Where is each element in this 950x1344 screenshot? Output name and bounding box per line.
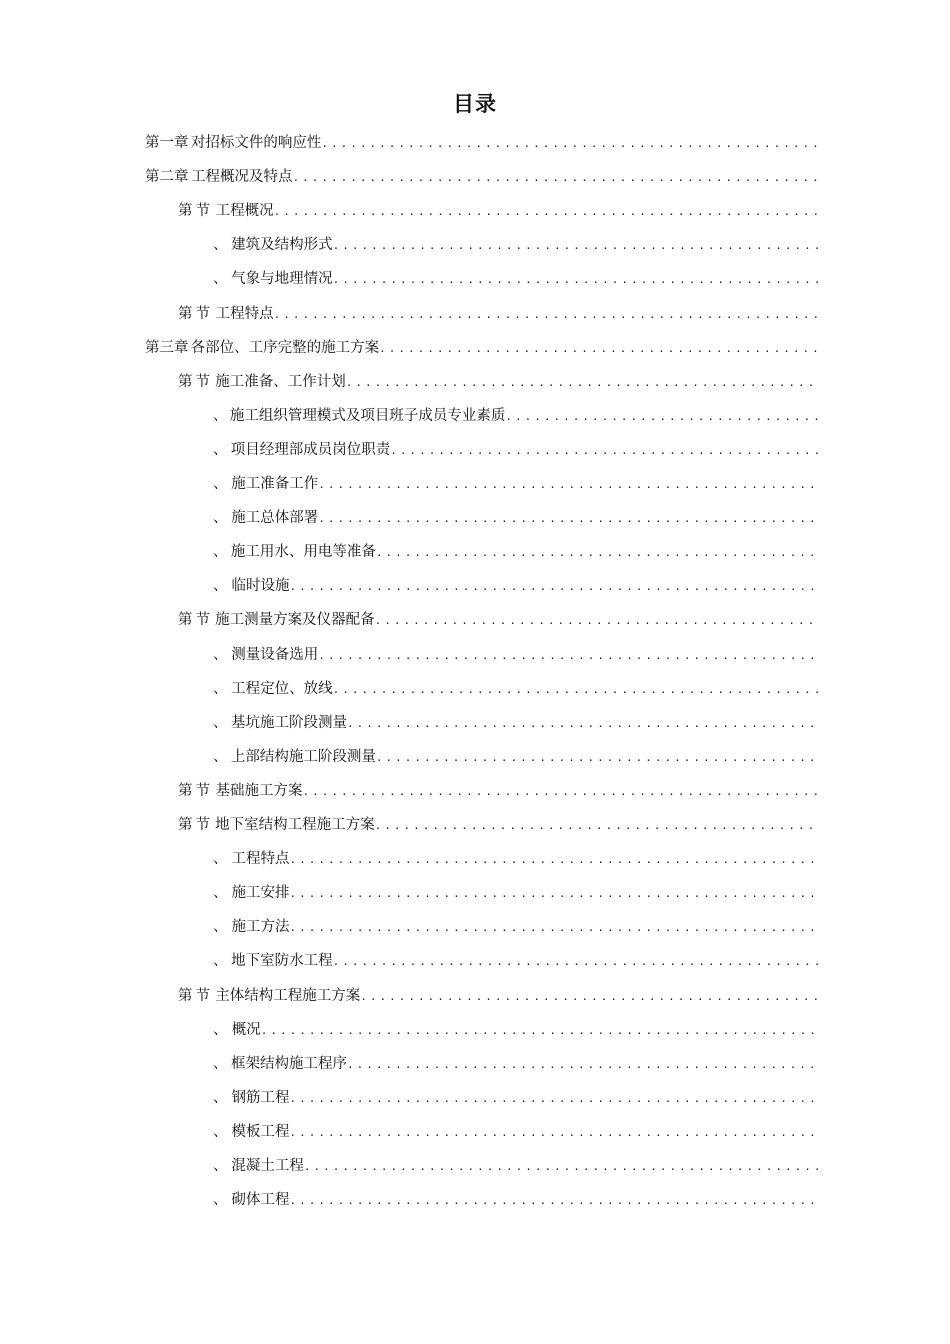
toc-entry-title: 基础施工方案 — [215, 782, 303, 799]
toc-entry[interactable] — [178, 603, 818, 637]
dot-leader — [379, 332, 818, 366]
dot-leader — [318, 468, 818, 502]
toc-entry-prefix: 、 — [213, 851, 228, 868]
dot-leader — [289, 570, 818, 604]
toc-entry[interactable] — [213, 228, 818, 262]
toc-entry-title: 工程特点 — [231, 851, 290, 868]
toc-entry[interactable] — [145, 331, 818, 365]
toc-entry-title: 钢筋工程 — [231, 1089, 290, 1106]
toc-entry-prefix: 、 — [213, 271, 228, 288]
toc-entry[interactable] — [178, 979, 818, 1013]
toc-entry-title: 测量设备选用 — [231, 646, 319, 663]
toc-entry[interactable] — [213, 262, 818, 296]
toc-entry[interactable] — [213, 740, 818, 774]
dot-leader — [289, 843, 818, 877]
toc-entry-title: 施工准备、工作计划 — [215, 373, 346, 390]
toc-entry-title: 施工总体部署 — [231, 510, 319, 527]
toc-entry-title: 建筑及结构形式 — [231, 237, 333, 254]
toc-entry-prefix: 第节 — [178, 817, 213, 833]
toc-entry-prefix: 第节 — [178, 612, 213, 629]
dot-leader — [360, 980, 818, 1014]
toc-entry-prefix: 第节 — [178, 373, 213, 390]
toc-entry[interactable] — [213, 1081, 818, 1115]
toc-entry-title: 施工组织管理模式及项目班子成员专业素质 — [229, 407, 506, 424]
dot-leader — [333, 263, 818, 297]
dot-leader — [289, 911, 818, 945]
dot-leader — [333, 229, 818, 263]
dot-leader — [289, 1184, 818, 1218]
toc-entry-prefix: 第三章 — [145, 339, 189, 356]
toc-entry-prefix: 、 — [213, 578, 228, 595]
toc-entry-title: 上部结构施工阶段测量 — [230, 748, 376, 765]
toc-entry[interactable] — [178, 774, 818, 808]
toc-entry[interactable] — [145, 160, 818, 194]
toc-entry-title: 施工用水、用电等准备 — [230, 544, 376, 561]
toc-entry-prefix: 第节 — [178, 305, 213, 322]
toc-entry-title: 施工测量方案及仪器配备 — [215, 612, 375, 629]
toc-entry-title: 气象与地理情况 — [231, 271, 333, 288]
dot-leader — [390, 434, 818, 468]
toc-entry-prefix: 、 — [213, 646, 228, 663]
toc-entry[interactable] — [213, 842, 818, 876]
toc-entry[interactable] — [178, 808, 818, 842]
toc-entry[interactable] — [213, 433, 818, 467]
toc-entry-title: 工程定位、放线 — [231, 680, 333, 697]
toc-entry-title: 施工安排 — [231, 885, 290, 902]
dot-leader — [318, 502, 818, 536]
toc-entry[interactable] — [213, 1183, 818, 1217]
toc-entry-prefix: 、 — [213, 1021, 228, 1038]
dot-leader — [375, 809, 818, 843]
dot-leader — [505, 400, 818, 434]
toc-entry[interactable] — [178, 194, 818, 228]
toc-entry-title: 各部位、工序完整的施工方案 — [190, 339, 380, 356]
toc-entry-prefix: 、 — [213, 885, 228, 902]
toc-entry-prefix: 、 — [213, 476, 228, 492]
dot-leader — [321, 127, 818, 161]
dot-leader — [376, 536, 818, 570]
dot-leader — [333, 945, 818, 979]
dot-leader — [303, 775, 819, 809]
toc-entry[interactable] — [213, 569, 818, 603]
toc-entry-prefix: 第节 — [178, 987, 213, 1004]
toc-entry-title: 工程概况 — [215, 203, 274, 220]
dot-leader — [318, 639, 818, 673]
toc-entry-title: 概况 — [231, 1021, 261, 1038]
toc-entry-prefix: 、 — [213, 953, 228, 970]
dot-leader — [376, 741, 818, 775]
toc-entry-prefix: 、 — [213, 1089, 228, 1106]
toc-entry[interactable] — [178, 365, 818, 399]
toc-entry-title: 工程概况及特点 — [191, 169, 293, 186]
dot-leader — [274, 298, 818, 332]
toc-entry-title: 施工方法 — [231, 919, 290, 936]
toc-entry-title: 基坑施工阶段测量 — [231, 714, 348, 731]
toc-entry-prefix: 第节 — [178, 203, 213, 220]
toc-entry[interactable] — [213, 910, 818, 944]
toc-entry-title: 地下室防水工程 — [231, 953, 333, 970]
toc-entry-prefix: 第二章 — [145, 169, 189, 186]
toc-entry-title: 主体结构工程施工方案 — [215, 987, 361, 1004]
dot-leader — [289, 1082, 818, 1116]
toc-entry[interactable] — [213, 467, 818, 501]
toc-entry-prefix: 、 — [213, 714, 228, 731]
toc-entry[interactable] — [213, 1149, 818, 1183]
toc-entry-prefix: 、 — [213, 510, 228, 527]
toc-entry-title: 工程特点 — [215, 305, 274, 322]
toc-entry-title: 项目经理部成员岗位职责 — [230, 441, 391, 458]
toc-entry-title: 施工准备工作 — [231, 476, 319, 492]
toc-entry-prefix: 第一章 — [145, 135, 189, 151]
dot-leader — [347, 707, 818, 741]
dot-leader — [289, 877, 818, 911]
dot-leader — [333, 673, 818, 707]
toc-entry-prefix: 、 — [213, 919, 228, 936]
dot-leader — [261, 1014, 818, 1048]
toc-entry[interactable] — [213, 638, 818, 672]
toc-entry[interactable] — [213, 1047, 818, 1081]
toc-entry-title: 模板工程 — [231, 1123, 290, 1140]
toc-entry-prefix: 、 — [213, 1123, 228, 1140]
toc-entry-prefix: 、 — [213, 1192, 228, 1209]
dot-leader — [293, 161, 818, 195]
toc-entry[interactable] — [213, 399, 818, 433]
toc-entry[interactable] — [213, 706, 818, 740]
dot-leader — [346, 366, 818, 400]
toc-entry-title: 砌体工程 — [231, 1192, 290, 1209]
toc-entry-title: 地下室结构工程施工方案 — [215, 817, 375, 833]
dot-leader — [274, 195, 818, 229]
toc-entry[interactable] — [178, 297, 818, 331]
toc-entry-prefix: 、 — [213, 407, 228, 424]
toc-entry[interactable] — [213, 501, 818, 535]
dot-leader — [289, 1116, 818, 1150]
toc-entry-prefix: 、 — [213, 748, 228, 765]
toc-entry[interactable] — [213, 535, 818, 569]
toc-entry[interactable] — [213, 1115, 818, 1149]
toc-title: 目录 — [453, 92, 497, 116]
toc-entry[interactable] — [145, 126, 818, 160]
toc-entry[interactable] — [213, 944, 818, 978]
toc-entry[interactable] — [213, 876, 818, 910]
toc-entry-prefix: 第节 — [178, 782, 213, 799]
toc-entry-prefix: 、 — [213, 441, 228, 458]
dot-leader — [304, 1150, 818, 1184]
toc-entry-prefix: 、 — [213, 1158, 228, 1174]
toc-entry[interactable] — [213, 672, 818, 706]
toc-entry-title: 混凝土工程 — [231, 1158, 304, 1174]
toc-entry-prefix: 、 — [213, 544, 228, 561]
dot-leader — [375, 604, 818, 638]
toc-entry-prefix: 、 — [213, 237, 228, 254]
toc-entry-title: 临时设施 — [231, 578, 290, 595]
toc-entry-prefix: 、 — [213, 680, 228, 697]
toc-entry-prefix: 、 — [213, 1055, 228, 1072]
toc-entry[interactable] — [213, 1013, 818, 1047]
toc-entry-title: 框架结构施工程序 — [231, 1055, 348, 1072]
toc-entry-title: 对招标文件的响应性 — [190, 135, 322, 151]
dot-leader — [347, 1048, 818, 1082]
